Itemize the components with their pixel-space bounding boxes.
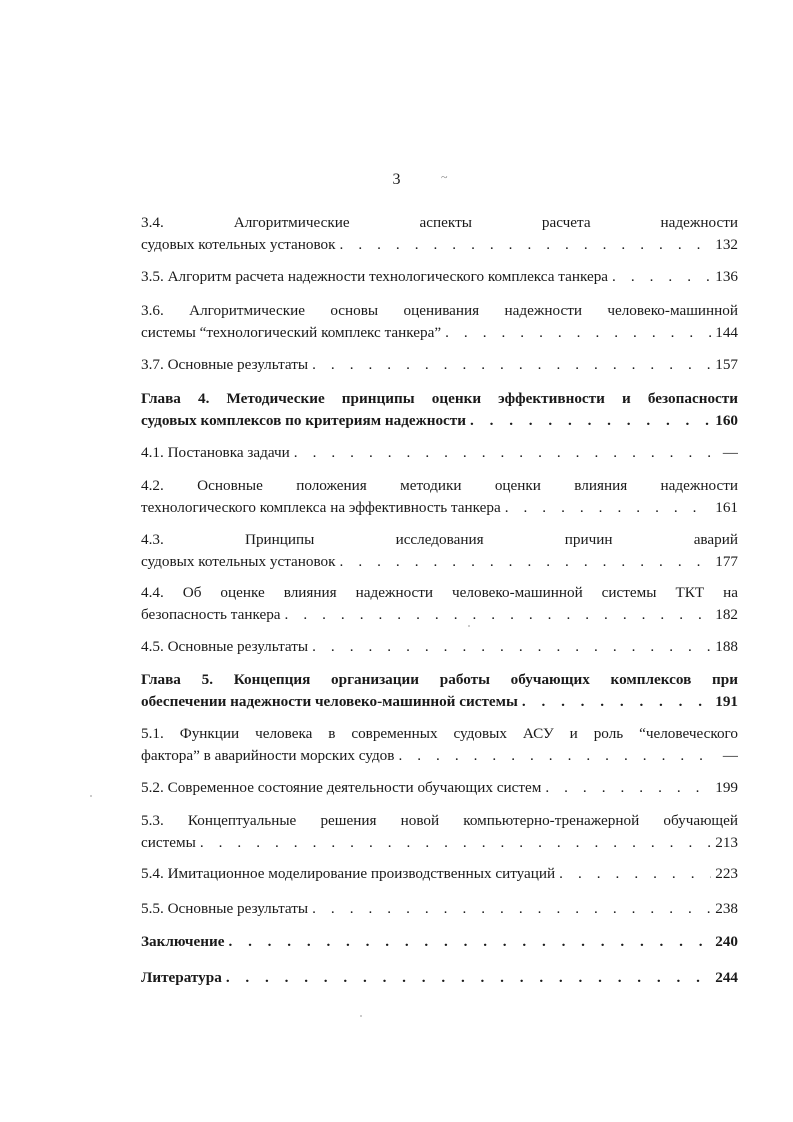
toc-entry-4-3[interactable] (141, 529, 738, 573)
toc-page-number: 132 (715, 236, 738, 253)
toc-entry-lit[interactable] (141, 967, 738, 989)
toc-entry-5-3[interactable] (141, 810, 738, 854)
toc-entry-title-line: 5.1. Функции человека в современных судовых АСУ и роль “человеческого (141, 725, 738, 742)
toc-page-number: 144 (715, 324, 738, 341)
toc-entry-title: судовых котельных установок (141, 236, 336, 253)
toc-entry-title: безопасность танкера (141, 606, 281, 623)
toc-entry-title-line: Глава 4. Методические принципы оценки эффективности и безопасности (141, 390, 738, 407)
toc-entry-title: 5.5. Основные результаты (141, 900, 309, 917)
dot-leader (608, 266, 711, 288)
toc-entry-leader-line (141, 898, 738, 920)
toc-entry-leader-line (141, 410, 738, 432)
toc-entry-title-line: 5.3. Концептуальные решения новой компьютерно-тренажерной обучающей (141, 812, 738, 829)
page-number: 3 (392, 171, 401, 188)
toc-entry-title: судовых котельных установок (141, 553, 336, 570)
scan-speck (360, 1015, 362, 1017)
toc-entry-ch5[interactable] (141, 669, 738, 713)
toc-entry-leader-line (141, 442, 738, 464)
dot-leader (222, 967, 711, 989)
dot-leader (394, 745, 718, 767)
dot-leader (196, 832, 711, 854)
toc-entry-title: обеспечении надежности человеко-машинной системы (141, 693, 518, 710)
toc-page-number: 213 (715, 834, 738, 851)
toc-entry-leader-line (141, 322, 738, 344)
toc-entry-concl[interactable] (141, 931, 738, 953)
scan-mark: ~ (441, 170, 448, 184)
toc-entry-4-2[interactable] (141, 475, 738, 519)
toc-entry-title: 4.5. Основные результаты (141, 638, 309, 655)
toc-entry-leader-line (141, 745, 738, 767)
dot-leader (441, 322, 711, 344)
toc-entry-title: 3.5. Алгоритм расчета надежности технологического комплекса танкера (141, 268, 609, 285)
toc-entry-leader-line (141, 604, 738, 626)
toc-entry-3-4[interactable] (141, 212, 738, 256)
dot-leader (541, 777, 711, 799)
toc-entry-title: 3.7. Основные результаты (141, 356, 309, 373)
toc-page-number: 191 (715, 693, 738, 710)
dot-leader (308, 898, 711, 920)
toc-entry-3-5[interactable] (141, 266, 738, 288)
toc-entry-leader-line (141, 234, 738, 256)
toc-entry-title-line: 4.3. Принципы исследования причин аварий (141, 531, 738, 548)
dot-leader (224, 931, 711, 953)
dot-leader (281, 604, 712, 626)
toc-entry-leader-line (141, 967, 738, 989)
toc-entry-title-line: 4.4. Об оценке влияния надежности человеко-машинной системы ТКТ на (141, 584, 738, 601)
toc-entry-title-line: Глава 5. Концепция организации работы обучающих комплексов при (141, 671, 738, 688)
dot-leader (336, 551, 712, 573)
toc-page-number: 160 (715, 412, 738, 429)
toc-page-number: 177 (715, 553, 738, 570)
toc-entry-leader-line (141, 777, 738, 799)
toc-page-number: — (722, 444, 738, 461)
toc-page-number: 182 (715, 606, 738, 623)
dot-leader (308, 354, 711, 376)
toc-entry-title: технологического комплекса на эффективность танкера (141, 499, 501, 516)
toc-entry-leader-line (141, 636, 738, 658)
toc-page-number: 244 (715, 969, 738, 986)
toc-entry-4-1[interactable] (141, 442, 738, 464)
toc-entry-4-4[interactable] (141, 582, 738, 626)
toc-entry-ch4[interactable] (141, 388, 738, 432)
toc-entry-3-6[interactable] (141, 300, 738, 344)
toc-page-number: 223 (715, 865, 738, 882)
toc-entry-title: 5.4. Имитационное моделирование производственных ситуаций (141, 865, 556, 882)
toc-page-number: 188 (715, 638, 738, 655)
toc-entry-5-4[interactable] (141, 863, 738, 885)
toc-entry-leader-line (141, 931, 738, 953)
toc-entry-title-line: 3.4. Алгоритмические аспекты расчета надежности (141, 214, 738, 231)
toc-page-number: 240 (715, 933, 738, 950)
toc-entry-title: фактора” в аварийности морских судов (141, 747, 395, 764)
toc-entry-leader-line (141, 266, 738, 288)
toc-entry-leader-line (141, 863, 738, 885)
toc-entry-title: 4.1. Постановка задачи (141, 444, 290, 461)
toc-entry-title-line: 4.2. Основные положения методики оценки влияния надежности (141, 477, 738, 494)
dot-leader (518, 691, 711, 713)
toc-page-number: 238 (715, 900, 738, 917)
toc-page-number: 199 (715, 779, 738, 796)
toc-entry-title-line: 3.6. Алгоритмические основы оценивания надежности человеко-машинной (141, 302, 738, 319)
toc-entry-5-1[interactable] (141, 723, 738, 767)
toc-entry-title: 5.2. Современное состояние деятельности обучающих систем (141, 779, 542, 796)
toc-entry-leader-line (141, 551, 738, 573)
toc-entry-title: системы (141, 834, 196, 851)
dot-leader (290, 442, 719, 464)
scan-speck (90, 795, 92, 797)
toc-entry-4-5[interactable] (141, 636, 738, 658)
toc-entry-title: судовых комплексов по критериям надежности (141, 412, 466, 429)
toc-page-number: — (722, 747, 738, 764)
toc-entry-5-5[interactable] (141, 898, 738, 920)
toc-entry-leader-line (141, 354, 738, 376)
toc-entry-title: Заключение (141, 933, 225, 950)
toc-entry-leader-line (141, 497, 738, 519)
dot-leader (308, 636, 711, 658)
toc-entry-leader-line (141, 832, 738, 854)
scan-speck (468, 625, 470, 627)
dot-leader (466, 410, 711, 432)
toc-page-number: 157 (715, 356, 738, 373)
toc-entry-leader-line (141, 691, 738, 713)
toc-page-number: 161 (715, 499, 738, 516)
toc-entry-5-2[interactable] (141, 777, 738, 799)
toc-entry-title: системы “технологический комплекс танкера” (141, 324, 442, 341)
dot-leader (501, 497, 712, 519)
dot-leader (555, 863, 711, 885)
toc-entry-title: Литература (141, 969, 222, 986)
dot-leader (336, 234, 712, 256)
toc-page-number: 136 (715, 268, 738, 285)
toc-entry-3-7[interactable] (141, 354, 738, 376)
